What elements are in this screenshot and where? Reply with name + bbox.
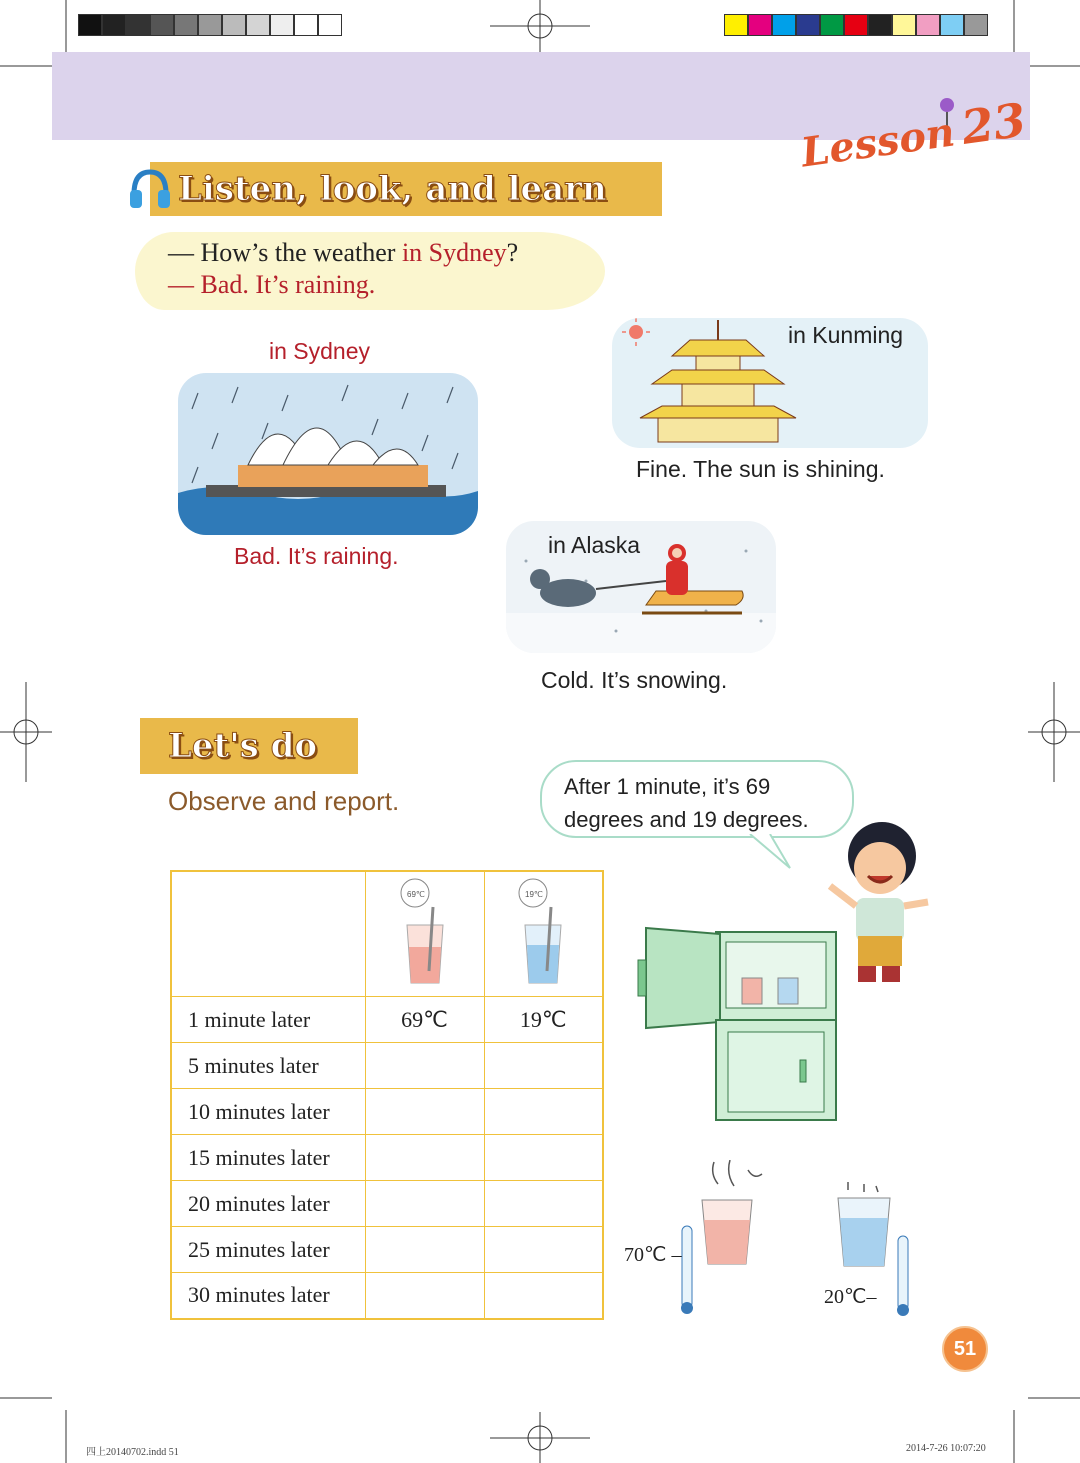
hot-water-header (365, 871, 484, 997)
table-row: 5 minutes later (171, 1043, 603, 1089)
hot-small-thermo-label: 69℃ (406, 890, 425, 899)
kunming-caption: Fine. The sun is shining. (636, 456, 885, 482)
dog-sled-illustration (506, 521, 776, 653)
cold-big-thermo-label: 20℃– (824, 1286, 877, 1308)
cold-small-thermo-label: 19℃ (525, 890, 544, 899)
cold-water-header (484, 871, 603, 997)
dialog-question: — How’s the weather in Sydney? (168, 238, 519, 267)
cold-water-glass-icon (503, 873, 583, 989)
boy-illustration (824, 816, 934, 986)
cold-thermometer-icon (888, 1234, 916, 1318)
table-row: 1 minute later 69℃ 19℃ (171, 997, 603, 1043)
listen-look-learn-banner: Listen, look, and learn (150, 162, 662, 216)
table-header-blank (171, 871, 365, 997)
lesson-heading: Lesson23 (798, 92, 1030, 177)
hot-thermometer-icon (672, 1224, 700, 1316)
alaska-caption: Cold. It’s snowing. (541, 667, 728, 693)
hot-big-thermo-label: 70℃ – (624, 1244, 682, 1266)
observation-table (170, 870, 604, 1320)
table-row: 20 minutes later (171, 1181, 603, 1227)
kunming-label: in Kunming (788, 322, 904, 348)
speech-line-1: After 1 minute, it’s 69 (564, 774, 771, 799)
hot-water-glass-icon (385, 873, 465, 989)
speech-line-2: degrees and 19 degrees. (564, 807, 809, 832)
cold-water-glass-icon (834, 1180, 896, 1270)
table-row: 10 minutes later (171, 1089, 603, 1135)
hot-water-glass-icon (696, 1160, 770, 1270)
table-row: 25 minutes later (171, 1227, 603, 1273)
activity-instruction: Observe and report. (168, 786, 400, 816)
file-info: 四上20140702.indd 51 (86, 1447, 179, 1458)
table-row: 30 minutes later (171, 1273, 603, 1319)
alaska-picture (506, 521, 776, 653)
alaska-label: in Alaska (548, 532, 641, 558)
page-number: 51 (942, 1326, 988, 1372)
sydney-label: in Sydney (269, 338, 371, 364)
dialog-answer: — Bad. It’s raining. (168, 270, 376, 299)
sydney-caption: Bad. It’s raining. (234, 543, 399, 569)
speech-bubble (540, 760, 854, 838)
headphones-icon (128, 166, 172, 214)
print-timestamp: 2014-7-26 10:07:20 (906, 1443, 986, 1454)
table-row: 15 minutes later (171, 1135, 603, 1181)
sydney-opera-house-picture (178, 373, 478, 535)
rain-scene-illustration (178, 373, 478, 535)
speech-bubble-tail (740, 834, 800, 874)
lets-do-banner: Let's do (140, 718, 358, 774)
